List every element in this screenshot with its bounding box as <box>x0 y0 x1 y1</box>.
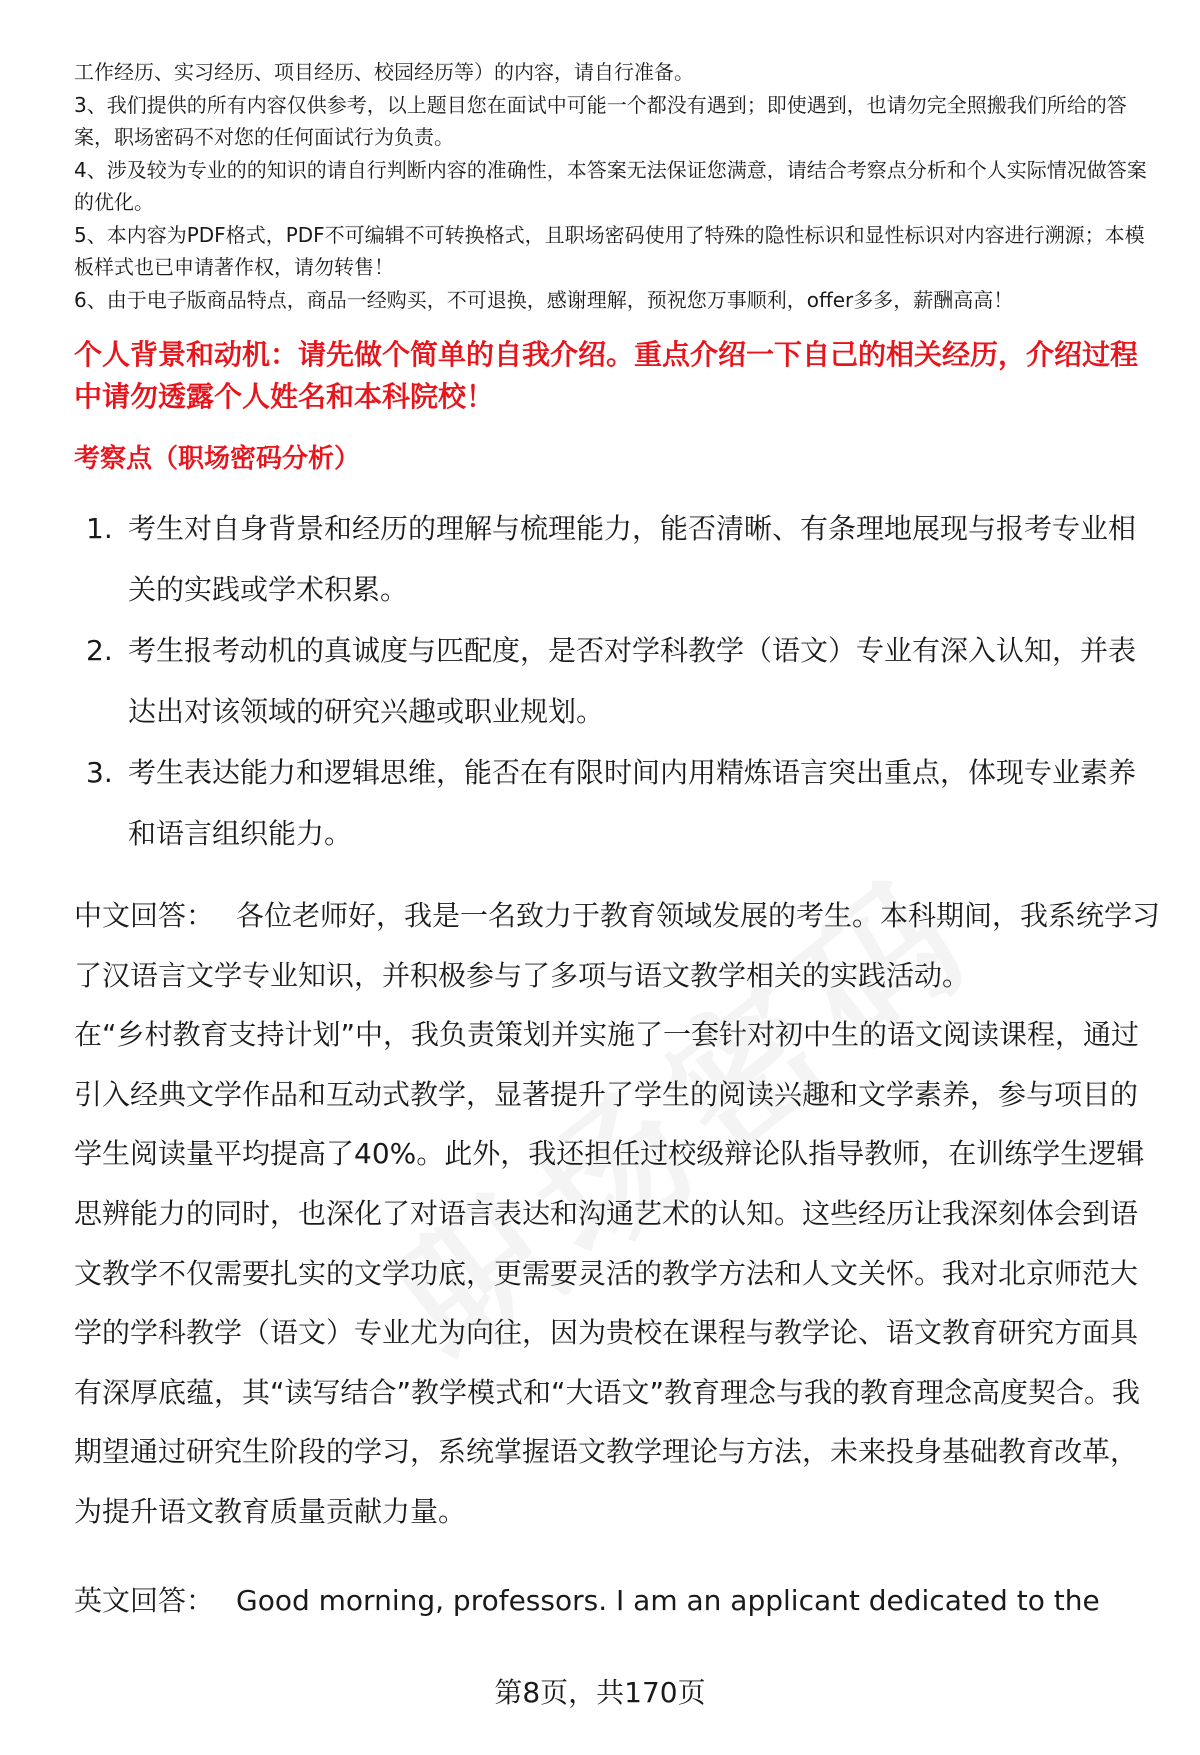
note-line: 6、由于电子版商品特点，商品一经购买，不可退换，感谢理解，预祝您万事顺利，offer多多，薪酬高高！ <box>74 287 1014 312</box>
point-text: 考生报考动机的真诚度与匹配度，是否对学科教学（语文）专业有深入认知，并表达出对该领域的研究兴趣或职业规划。 <box>128 634 1137 728</box>
point-number: 1. <box>86 512 113 545</box>
point-number: 3. <box>86 756 113 789</box>
english-answer <box>74 1571 1162 1630</box>
interview-question: 个人背景和动机：请先做个简单的自我介绍。重点介绍一下自己的相关经历，介绍过程中请勿透露个人姓名和本科院校！ <box>74 338 1139 413</box>
english-answer-text: Good morning, professors. I am an applicant dedicated to the <box>236 1583 1100 1617</box>
analysis-point <box>74 620 1162 742</box>
note-line: 工作经历、实习经历、项目经历、校园经历等）的内容，请自行准备。 <box>74 60 694 84</box>
note-line: 5、本内容为PDF格式，PDF不可编辑不可转换格式，且职场密码使用了特殊的隐性标识和显性标识对内容进行溯源；本模板样式也已申请著作权，请勿转售！ <box>74 222 1145 279</box>
chinese-answer-intro <box>74 886 1162 1005</box>
page-number-footer: 第8页，共170页 <box>494 1676 706 1709</box>
disclaimer-notes <box>74 56 1162 316</box>
chinese-answer-intro-text: 各位老师好，我是一名致力于教育领域发展的考生。本科期间，我系统学习了汉语言文学专业知识，并积极参与了多项与语文教学相关的实践活动。 <box>74 899 1161 992</box>
note-line: 4、涉及较为专业的的知识的请自行判断内容的准确性，本答案无法保证您满意，请结合考察点分析和个人实际情况做答案的优化。 <box>74 157 1147 214</box>
chinese-answer-label: 中文回答： <box>74 899 215 932</box>
analysis-points <box>74 498 1162 864</box>
chinese-answer-body: 在“乡村教育支持计划”中，我负责策划并实施了一套针对初中生的语文阅读课程，通过引入经典文学作品和互动式教学，显著提升了学生的阅读兴趣和文学素养，参与项目的学生阅读量平均提高了40%。此外，我还担任过校级辩论队指导教师，在训练学生逻辑思辨能力的同时，也深化了对语言表达和沟通艺术的认知。这些经历让我深刻体会到语文教学不仅需要扎实的文学功底，更需要灵活的教学方法和人文关怀。我对北京师范大学的学科教学（语文）专业尤为向往，因为贵校在课程与教学论、语文教育研究方面具有深厚底蕴，其“读写结合”教学模式和“大语文”教育理念与我的教育理念高度契合。我期望通过研究生阶段的学习，系统掌握语文教学理论与方法，未来投身基础教育改革，为提升语文教育质量贡献力量。 <box>74 1018 1145 1528</box>
english-answer-label: 英文回答： <box>74 1583 215 1617</box>
point-number: 2. <box>86 634 113 667</box>
chinese-answer <box>74 886 1162 1542</box>
document-page <box>74 56 1162 1630</box>
analysis-title: 考察点（职场密码分析） <box>74 444 361 474</box>
analysis-point <box>74 498 1162 620</box>
analysis-point <box>74 742 1162 864</box>
point-text: 考生表达能力和逻辑思维，能否在有限时间内用精炼语言突出重点，体现专业素养和语言组织能力。 <box>128 756 1137 850</box>
point-text: 考生对自身背景和经历的理解与梳理能力，能否清晰、有条理地展现与报考专业相关的实践或学术积累。 <box>128 512 1137 606</box>
note-line: 3、我们提供的所有内容仅供参考，以上题目您在面试中可能一个都没有遇到；即使遇到，也请勿完全照搬我们所给的答案，职场密码不对您的任何面试行为负责。 <box>74 92 1127 149</box>
